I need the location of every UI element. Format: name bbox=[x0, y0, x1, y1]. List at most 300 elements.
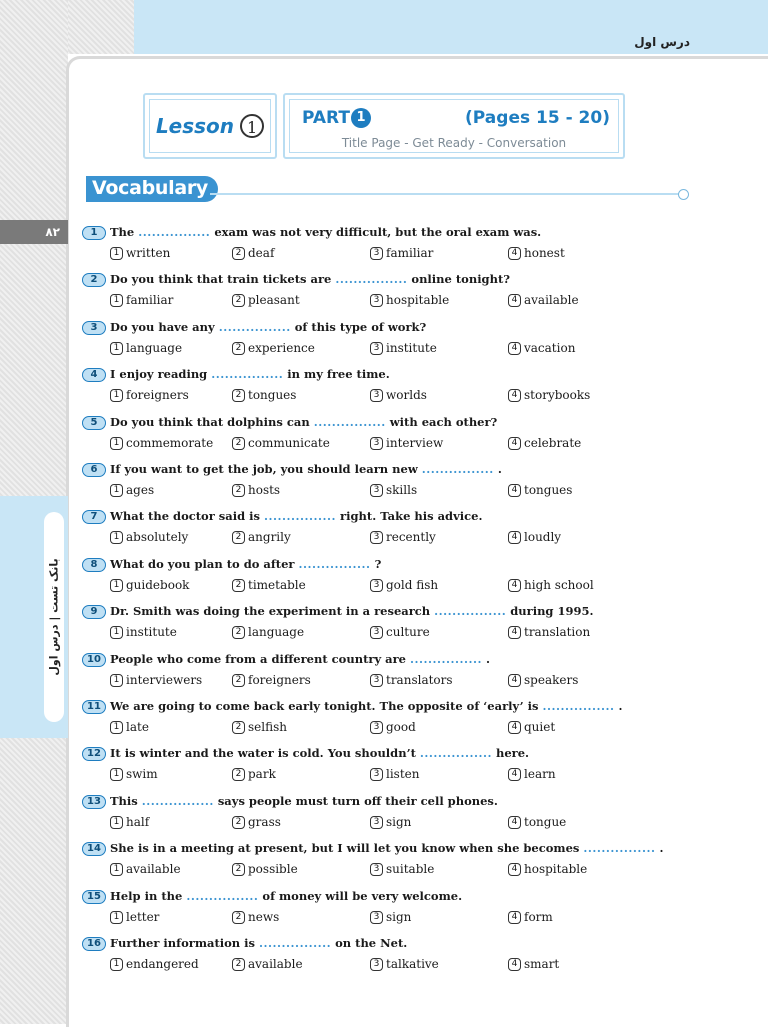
answer-option[interactable] bbox=[110, 483, 154, 497]
question-stem bbox=[82, 840, 702, 856]
answer-option[interactable] bbox=[232, 910, 279, 924]
question-text-before: I enjoy reading bbox=[110, 367, 212, 382]
option-text: pleasant bbox=[248, 293, 300, 308]
option-number-icon: 2 bbox=[232, 531, 245, 544]
option-number-icon: 1 bbox=[110, 247, 123, 260]
question-stem bbox=[82, 888, 702, 904]
option-number-icon: 3 bbox=[370, 911, 383, 924]
question-text-after: with each other? bbox=[385, 414, 498, 429]
question-text-after: here. bbox=[491, 746, 530, 761]
option-number-icon: 4 bbox=[508, 958, 521, 971]
option-number-icon: 2 bbox=[232, 911, 245, 924]
option-row bbox=[82, 862, 702, 882]
question-number: 14 bbox=[82, 842, 106, 856]
option-number-icon: 4 bbox=[508, 816, 521, 829]
question-number: 9 bbox=[82, 605, 106, 619]
answer-option[interactable] bbox=[110, 720, 149, 734]
option-number-icon: 4 bbox=[508, 247, 521, 260]
option-text: suitable bbox=[386, 862, 435, 877]
option-text: available bbox=[248, 957, 303, 971]
question-text-before: What the doctor said is bbox=[110, 509, 264, 524]
option-text: language bbox=[126, 340, 183, 355]
option-text: timetable bbox=[248, 577, 306, 592]
answer-option[interactable] bbox=[508, 578, 594, 592]
option-number-icon: 3 bbox=[370, 863, 383, 876]
option-number-icon: 2 bbox=[232, 484, 245, 497]
question-item bbox=[82, 603, 702, 645]
question-text-after: exam was not very difficult, but the oral exam was. bbox=[210, 225, 542, 239]
answer-option[interactable] bbox=[232, 341, 315, 355]
lesson-label: Lesson bbox=[155, 114, 235, 138]
option-text: selfish bbox=[248, 720, 287, 734]
option-text: tongues bbox=[248, 388, 297, 403]
option-text: swim bbox=[126, 767, 158, 782]
question-text-before: Further information is bbox=[110, 936, 260, 950]
question-text-after: of money will be very welcome. bbox=[258, 888, 463, 903]
answer-option[interactable] bbox=[110, 530, 188, 544]
option-row bbox=[82, 673, 702, 693]
question-item bbox=[82, 556, 702, 598]
answer-option[interactable] bbox=[508, 767, 556, 781]
answer-option[interactable] bbox=[370, 910, 411, 924]
answer-blank: ................ bbox=[218, 319, 291, 334]
question-text-after: during 1995. bbox=[506, 604, 594, 619]
option-number-icon: 2 bbox=[232, 342, 245, 355]
answer-option[interactable] bbox=[508, 388, 590, 402]
option-number-icon: 1 bbox=[110, 484, 123, 497]
option-row bbox=[82, 815, 702, 835]
question-item bbox=[82, 461, 702, 503]
option-text: form bbox=[524, 909, 553, 924]
answer-option[interactable] bbox=[232, 862, 298, 876]
answer-option[interactable] bbox=[232, 530, 291, 544]
answer-option[interactable] bbox=[370, 293, 449, 307]
option-text: listen bbox=[386, 767, 420, 782]
answer-option[interactable] bbox=[110, 910, 159, 924]
question-number: 4 bbox=[82, 368, 106, 382]
answer-option[interactable] bbox=[508, 957, 559, 971]
question-stem bbox=[82, 366, 702, 382]
answer-blank: ................ bbox=[419, 746, 492, 761]
answer-blank: ................ bbox=[141, 793, 214, 808]
answer-option[interactable] bbox=[232, 720, 287, 734]
option-text: hospitable bbox=[386, 293, 450, 308]
answer-option[interactable] bbox=[370, 436, 443, 450]
option-text: half bbox=[126, 814, 150, 829]
answer-option[interactable] bbox=[370, 673, 453, 687]
option-number-icon: 1 bbox=[110, 626, 123, 639]
question-number: 12 bbox=[82, 747, 106, 761]
option-text: institute bbox=[386, 340, 437, 355]
part-number: 1 bbox=[351, 108, 371, 128]
option-number-icon: 4 bbox=[508, 768, 521, 781]
answer-option[interactable] bbox=[110, 862, 181, 876]
option-number-icon: 3 bbox=[370, 531, 383, 544]
question-item bbox=[82, 319, 702, 361]
side-tab-text: بانک تست | درس اول bbox=[47, 558, 61, 676]
answer-option[interactable] bbox=[370, 578, 438, 592]
option-row bbox=[82, 483, 702, 503]
question-text-after: . bbox=[614, 699, 623, 713]
option-text: absolutely bbox=[126, 530, 189, 545]
answer-option[interactable] bbox=[110, 246, 170, 260]
option-text: learn bbox=[524, 767, 556, 782]
option-text: talkative bbox=[386, 957, 439, 971]
option-number-icon: 2 bbox=[232, 247, 245, 260]
option-text: written bbox=[126, 246, 171, 260]
option-number-icon: 3 bbox=[370, 579, 383, 592]
question-item bbox=[82, 698, 702, 740]
answer-option[interactable] bbox=[508, 530, 561, 544]
option-number-icon: 4 bbox=[508, 721, 521, 734]
option-text: hospitable bbox=[524, 862, 588, 877]
answer-blank: ................ bbox=[409, 651, 483, 666]
answer-option[interactable] bbox=[110, 815, 149, 829]
option-number-icon: 4 bbox=[508, 531, 521, 544]
option-number-icon: 1 bbox=[110, 911, 123, 924]
option-number-icon: 4 bbox=[508, 484, 521, 497]
option-number-icon: 1 bbox=[110, 531, 123, 544]
question-text-before: This bbox=[110, 793, 142, 808]
option-text: hosts bbox=[248, 483, 281, 497]
option-row bbox=[82, 578, 702, 598]
answer-option[interactable] bbox=[232, 483, 280, 497]
option-number-icon: 1 bbox=[110, 958, 123, 971]
part-pages: (Pages 15 - 20) bbox=[465, 108, 610, 128]
question-number: 13 bbox=[82, 795, 106, 809]
question-stem bbox=[82, 698, 702, 714]
question-number: 3 bbox=[82, 321, 106, 335]
option-text: possible bbox=[248, 862, 298, 877]
option-number-icon: 1 bbox=[110, 768, 123, 781]
answer-option[interactable] bbox=[232, 293, 300, 307]
question-text-before: She is in a meeting at present, but I will let you know when she becomes bbox=[110, 841, 584, 856]
part-subtitle: Title Page - Get Ready - Conversation bbox=[341, 136, 567, 150]
answer-option[interactable] bbox=[110, 341, 182, 355]
option-number-icon: 3 bbox=[370, 768, 383, 781]
option-text: honest bbox=[524, 246, 565, 260]
answer-option[interactable] bbox=[370, 862, 434, 876]
answer-option[interactable] bbox=[370, 530, 436, 544]
question-item bbox=[82, 793, 702, 835]
option-number-icon: 3 bbox=[370, 484, 383, 497]
option-number-icon: 2 bbox=[232, 579, 245, 592]
answer-option[interactable] bbox=[232, 815, 281, 829]
answer-option[interactable] bbox=[508, 293, 579, 307]
option-number-icon: 3 bbox=[370, 721, 383, 734]
question-stem bbox=[82, 508, 702, 524]
question-stem bbox=[82, 556, 702, 572]
option-number-icon: 3 bbox=[370, 389, 383, 402]
option-text: guidebook bbox=[126, 577, 190, 592]
option-text: language bbox=[248, 625, 305, 640]
option-text: letter bbox=[126, 909, 160, 924]
option-row bbox=[82, 625, 702, 645]
answer-option[interactable] bbox=[232, 673, 311, 687]
answer-option[interactable] bbox=[508, 910, 553, 924]
option-text: angrily bbox=[248, 530, 291, 545]
answer-option[interactable] bbox=[370, 388, 427, 402]
option-text: endangered bbox=[126, 957, 199, 971]
answer-option[interactable] bbox=[508, 483, 572, 497]
option-text: quiet bbox=[524, 720, 556, 734]
answer-option[interactable] bbox=[110, 673, 202, 687]
answer-blank: ................ bbox=[138, 225, 211, 239]
option-text: worlds bbox=[386, 388, 427, 403]
option-number-icon: 1 bbox=[110, 721, 123, 734]
answer-option[interactable] bbox=[508, 341, 575, 355]
answer-option[interactable] bbox=[370, 483, 417, 497]
option-text: familiar bbox=[126, 293, 174, 308]
option-text: communicate bbox=[248, 435, 330, 450]
answer-option[interactable] bbox=[232, 246, 274, 260]
question-item bbox=[82, 224, 702, 266]
option-number-icon: 1 bbox=[110, 674, 123, 687]
question-number: 16 bbox=[82, 937, 106, 951]
question-text-before: It is winter and the water is cold. You shouldn’t bbox=[110, 746, 420, 761]
question-stem bbox=[82, 603, 702, 619]
question-text-after: . bbox=[493, 462, 502, 476]
option-text: ages bbox=[126, 483, 155, 497]
option-text: translators bbox=[386, 672, 453, 687]
option-text: speakers bbox=[524, 672, 579, 687]
option-text: sign bbox=[386, 814, 412, 829]
option-text: good bbox=[386, 720, 416, 734]
page-number: ۸۲ bbox=[0, 220, 68, 244]
option-number-icon: 2 bbox=[232, 437, 245, 450]
question-stem bbox=[82, 745, 702, 761]
answer-blank: ................ bbox=[421, 462, 494, 476]
question-text-before: If you want to get the job, you should learn new bbox=[110, 462, 422, 476]
answer-blank: ................ bbox=[263, 509, 337, 524]
section-title-rule bbox=[210, 193, 680, 195]
answer-blank: ................ bbox=[259, 936, 332, 950]
option-text: vacation bbox=[524, 340, 576, 355]
option-number-icon: 3 bbox=[370, 674, 383, 687]
answer-blank: ................ bbox=[298, 556, 371, 571]
header-lesson-title: درس اول bbox=[634, 35, 690, 49]
option-text: foreigners bbox=[126, 388, 189, 403]
option-number-icon: 1 bbox=[110, 816, 123, 829]
lesson-box bbox=[143, 93, 277, 159]
question-number: 1 bbox=[82, 226, 106, 240]
option-number-icon: 4 bbox=[508, 674, 521, 687]
answer-blank: ................ bbox=[186, 888, 259, 903]
answer-blank: ................ bbox=[434, 604, 507, 619]
option-number-icon: 4 bbox=[508, 294, 521, 307]
option-number-icon: 4 bbox=[508, 911, 521, 924]
answer-option[interactable] bbox=[110, 767, 158, 781]
option-row bbox=[82, 767, 702, 787]
option-text: interviewers bbox=[126, 672, 203, 687]
answer-option[interactable] bbox=[232, 625, 304, 639]
option-number-icon: 4 bbox=[508, 626, 521, 639]
question-text-before: Do you think that dolphins can bbox=[110, 414, 314, 429]
option-text: familiar bbox=[386, 246, 434, 260]
answer-option[interactable] bbox=[508, 862, 587, 876]
question-stem bbox=[82, 271, 702, 287]
question-text-before: What do you plan to do after bbox=[110, 556, 299, 571]
answer-option[interactable] bbox=[508, 625, 590, 639]
question-number: 5 bbox=[82, 416, 106, 430]
question-stem bbox=[82, 319, 702, 335]
option-number-icon: 2 bbox=[232, 389, 245, 402]
option-number-icon: 2 bbox=[232, 294, 245, 307]
option-text: late bbox=[126, 720, 149, 734]
question-stem bbox=[82, 414, 702, 430]
question-text-before: The bbox=[110, 225, 139, 239]
question-text-before: Do you have any bbox=[110, 319, 219, 334]
option-row bbox=[82, 246, 702, 266]
option-text: gold fish bbox=[386, 577, 439, 592]
option-number-icon: 4 bbox=[508, 579, 521, 592]
answer-option[interactable] bbox=[232, 957, 303, 971]
option-text: tongue bbox=[524, 814, 567, 829]
answer-option[interactable] bbox=[110, 388, 189, 402]
answer-blank: ................ bbox=[335, 272, 408, 287]
option-number-icon: 3 bbox=[370, 294, 383, 307]
answer-option[interactable] bbox=[370, 720, 416, 734]
part-label: PART bbox=[302, 108, 350, 128]
question-text-before: We are going to come back early tonight. The opposite of ‘early’ is bbox=[110, 699, 543, 713]
answer-option[interactable] bbox=[232, 578, 306, 592]
option-number-icon: 2 bbox=[232, 958, 245, 971]
option-text: smart bbox=[524, 957, 560, 971]
option-text: news bbox=[248, 909, 280, 924]
option-number-icon: 3 bbox=[370, 958, 383, 971]
option-row bbox=[82, 957, 702, 977]
answer-option[interactable] bbox=[370, 341, 437, 355]
question-text-after: says people must turn off their cell phones. bbox=[213, 793, 498, 808]
option-text: interview bbox=[386, 435, 444, 450]
option-text: commemorate bbox=[126, 435, 214, 450]
top-left-texture bbox=[68, 0, 134, 54]
question-number: 7 bbox=[82, 510, 106, 524]
question-item bbox=[82, 888, 702, 930]
question-stem bbox=[82, 935, 702, 951]
option-text: available bbox=[126, 862, 181, 877]
answer-option[interactable] bbox=[110, 957, 199, 971]
answer-blank: ................ bbox=[211, 367, 284, 382]
option-number-icon: 1 bbox=[110, 437, 123, 450]
answer-option[interactable] bbox=[110, 625, 177, 639]
answer-option[interactable] bbox=[232, 767, 276, 781]
section-title-rule-end bbox=[678, 189, 689, 200]
option-text: sign bbox=[386, 909, 412, 924]
option-number-icon: 4 bbox=[508, 389, 521, 402]
option-text: high school bbox=[524, 577, 594, 592]
part-box bbox=[283, 93, 625, 159]
question-text-after: of this type of work? bbox=[290, 319, 427, 334]
question-text-before: People who come from a different country are bbox=[110, 651, 410, 666]
question-item bbox=[82, 508, 702, 550]
question-text-after: ? bbox=[370, 556, 382, 571]
question-number: 11 bbox=[82, 700, 106, 714]
answer-option[interactable] bbox=[370, 246, 433, 260]
section-title: Vocabulary bbox=[86, 176, 218, 202]
answer-option[interactable] bbox=[508, 436, 581, 450]
answer-option[interactable] bbox=[508, 815, 566, 829]
answer-option[interactable] bbox=[508, 720, 555, 734]
option-text: available bbox=[524, 293, 579, 308]
question-stem bbox=[82, 651, 702, 667]
lesson-number: 1 bbox=[240, 114, 264, 138]
answer-option[interactable] bbox=[232, 436, 330, 450]
answer-option[interactable] bbox=[370, 767, 420, 781]
answer-blank: ................ bbox=[542, 699, 615, 713]
option-text: tongues bbox=[524, 483, 573, 497]
answer-option[interactable] bbox=[508, 246, 565, 260]
question-number: 2 bbox=[82, 273, 106, 287]
option-number-icon: 2 bbox=[232, 626, 245, 639]
option-number-icon: 1 bbox=[110, 294, 123, 307]
option-text: recently bbox=[386, 530, 436, 545]
option-number-icon: 3 bbox=[370, 437, 383, 450]
option-number-icon: 2 bbox=[232, 816, 245, 829]
question-item bbox=[82, 840, 702, 882]
question-text-after: . bbox=[655, 841, 664, 856]
question-number: 15 bbox=[82, 890, 106, 904]
question-number: 10 bbox=[82, 653, 106, 667]
option-number-icon: 3 bbox=[370, 342, 383, 355]
answer-option[interactable] bbox=[370, 625, 430, 639]
option-number-icon: 4 bbox=[508, 342, 521, 355]
option-row bbox=[82, 293, 702, 313]
option-row bbox=[82, 388, 702, 408]
option-text: institute bbox=[126, 625, 177, 640]
option-text: storybooks bbox=[524, 388, 591, 403]
answer-option[interactable] bbox=[370, 957, 439, 971]
question-text-after: on the Net. bbox=[331, 936, 408, 950]
option-number-icon: 4 bbox=[508, 437, 521, 450]
answer-option[interactable] bbox=[110, 436, 213, 450]
option-number-icon: 2 bbox=[232, 863, 245, 876]
question-item bbox=[82, 271, 702, 313]
question-item bbox=[82, 366, 702, 408]
option-text: loudly bbox=[524, 530, 562, 545]
option-number-icon: 3 bbox=[370, 247, 383, 260]
option-text: translation bbox=[524, 625, 591, 640]
option-text: culture bbox=[386, 625, 430, 640]
question-number: 8 bbox=[82, 558, 106, 572]
option-number-icon: 1 bbox=[110, 579, 123, 592]
answer-option[interactable] bbox=[110, 293, 173, 307]
option-text: park bbox=[248, 767, 276, 782]
option-number-icon: 2 bbox=[232, 768, 245, 781]
answer-option[interactable] bbox=[232, 388, 296, 402]
question-item bbox=[82, 651, 702, 693]
option-number-icon: 3 bbox=[370, 816, 383, 829]
option-row bbox=[82, 720, 702, 740]
question-number: 6 bbox=[82, 463, 106, 477]
option-number-icon: 3 bbox=[370, 626, 383, 639]
question-text-after: online tonight? bbox=[407, 272, 511, 287]
answer-blank: ................ bbox=[583, 841, 656, 856]
option-text: skills bbox=[386, 483, 418, 497]
option-row bbox=[82, 341, 702, 361]
question-stem bbox=[82, 461, 702, 477]
question-text-before: Do you think that train tickets are bbox=[110, 272, 336, 287]
question-text-before: Help in the bbox=[110, 888, 187, 903]
question-text-before: Dr. Smith was doing the experiment in a research bbox=[110, 604, 435, 619]
option-number-icon: 1 bbox=[110, 389, 123, 402]
option-number-icon: 1 bbox=[110, 863, 123, 876]
answer-option[interactable] bbox=[370, 815, 411, 829]
answer-option[interactable] bbox=[508, 673, 578, 687]
option-row bbox=[82, 910, 702, 930]
answer-option[interactable] bbox=[110, 578, 189, 592]
option-text: celebrate bbox=[524, 435, 582, 450]
